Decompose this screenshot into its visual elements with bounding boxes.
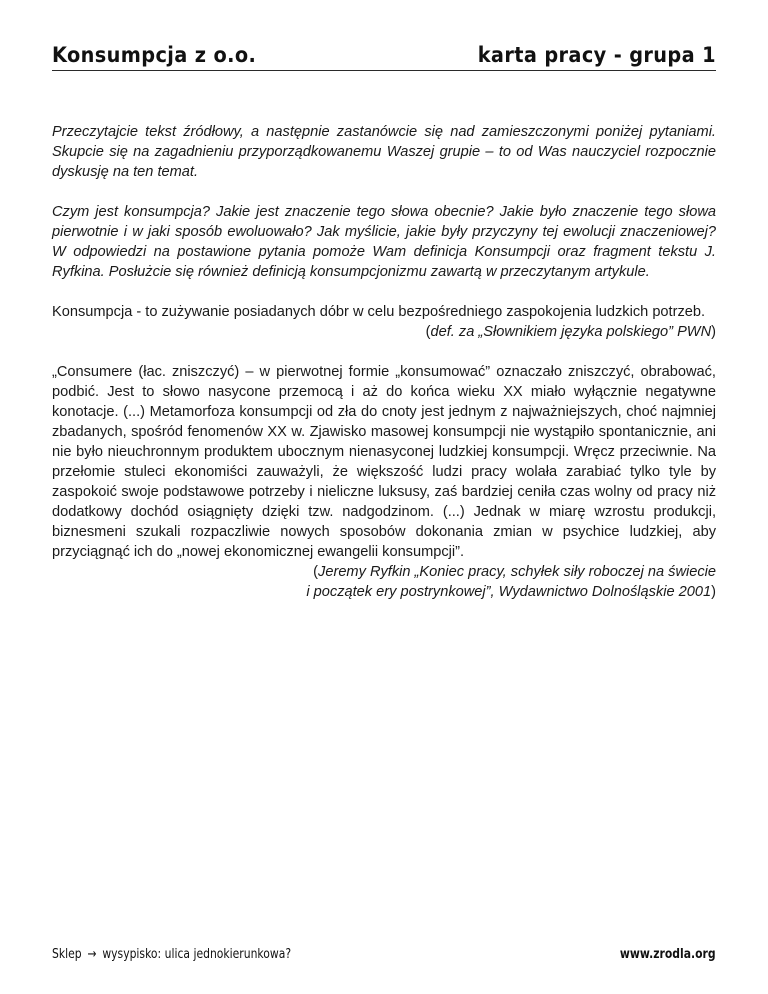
footer-tagline-part2: wysypisko: ulica jednokierunkowa? xyxy=(102,946,292,962)
quote-block xyxy=(52,362,716,602)
worksheet-title: Konsumpcja z o.o. xyxy=(52,43,257,67)
footer-tagline xyxy=(52,946,291,962)
footer-tagline-part1: Sklep xyxy=(52,946,82,962)
footer-website: www.zrodla.org xyxy=(620,946,716,962)
definition-source: (def. za „Słownikiem języka polskiego” PWN) xyxy=(425,324,716,340)
quote-source-line1: Jeremy Ryfkin „Koniec pracy, schyłek siły roboczej na świecie xyxy=(318,564,716,580)
worksheet-content xyxy=(52,122,716,622)
page-header xyxy=(52,38,716,71)
questions-paragraph: Czym jest konsumpcja? Jakie jest znaczenie tego słowa obecnie? Jakie było znaczenie tego słowa pierwotnie i w jaki sposób ewoluowało? Jak myślicie, jakie były przyczyny tej ewolucji znaczeniowej? W odpowiedzi na postawione pytania pomoże Wam definicja Konsumpcji oraz fragment tekstu J. Ryfkina. Posłużcie się również definicją konsumpcjonizmu zawartą w przeczytanym artykule. xyxy=(52,204,716,280)
instructions-paragraph: Przeczytajcie tekst źródłowy, a następnie zastanówcie się nad zamieszczonymi poniżej pytaniami. Skupcie się na zagadnieniu przyporządkowanemu Waszej grupie – to od Was nauczyciel rozpocznie dyskusję na ten temat. xyxy=(52,124,716,180)
definition-source-text: def. za „Słownikiem języka polskiego” PWN xyxy=(430,324,712,340)
worksheet-group-label: karta pracy - grupa 1 xyxy=(477,43,716,67)
definition-paragraph: Konsumpcja - to zużywanie posiadanych dóbr w celu bezpośredniego zaspokojenia ludzkich potrzeb. xyxy=(52,304,706,320)
arrow-right-icon: → xyxy=(87,946,97,962)
definition-block xyxy=(52,302,716,342)
quote-source: (Jeremy Ryfkin „Koniec pracy, schyłek siły roboczej na świecie i początek ery postrynkowej”, Wydawnictwo Dolnośląskie 2001) xyxy=(306,564,716,600)
quote-source-line2: i początek ery postrynkowej”, Wydawnictwo Dolnośląskie 2001 xyxy=(306,584,712,600)
quote-paragraph: „Consumere (łac. zniszczyć) – w pierwotnej formie „konsumować” oznaczało zniszczyć, obrabować, podbić. Jest to słowo nasycone przemocą i aż do końca wieku XX miało wyłącznie negatywne konotacje. (...) Metamorfoza konsumpcji od zła do cnoty jest jednym z najważniejszych, choć najmniej zbadanych, spośród fenomenów XX w. Zjawisko masowej konsumpcji nie wystąpiło spontanicznie, ani nie było nieuchronnym produktem ubocznym nienasyconej ludzkiej konsumpcji. Wręcz przeciwnie. Na przełomie stuleci ekonomiści zauważyli, że większość ludzi pracy wolała zarabiać tylko tyle by zaspokoić swoje podstawowe potrzeby i nieliczne luksusy, zaś bardziej ceniła czas wolny od pracy niż dodatkowy dochód osiągnięty dzięki tzw. nadgodzinom. (...) Jednak w miarę wzrostu produkcji, biznesmeni szukali rozpaczliwie nowych sposobów dokonania zmian w psychice ludzkiej, aby przyciągnąć ich do „nowej ekonomicznej ewangelii konsumpcji”. xyxy=(52,364,716,560)
